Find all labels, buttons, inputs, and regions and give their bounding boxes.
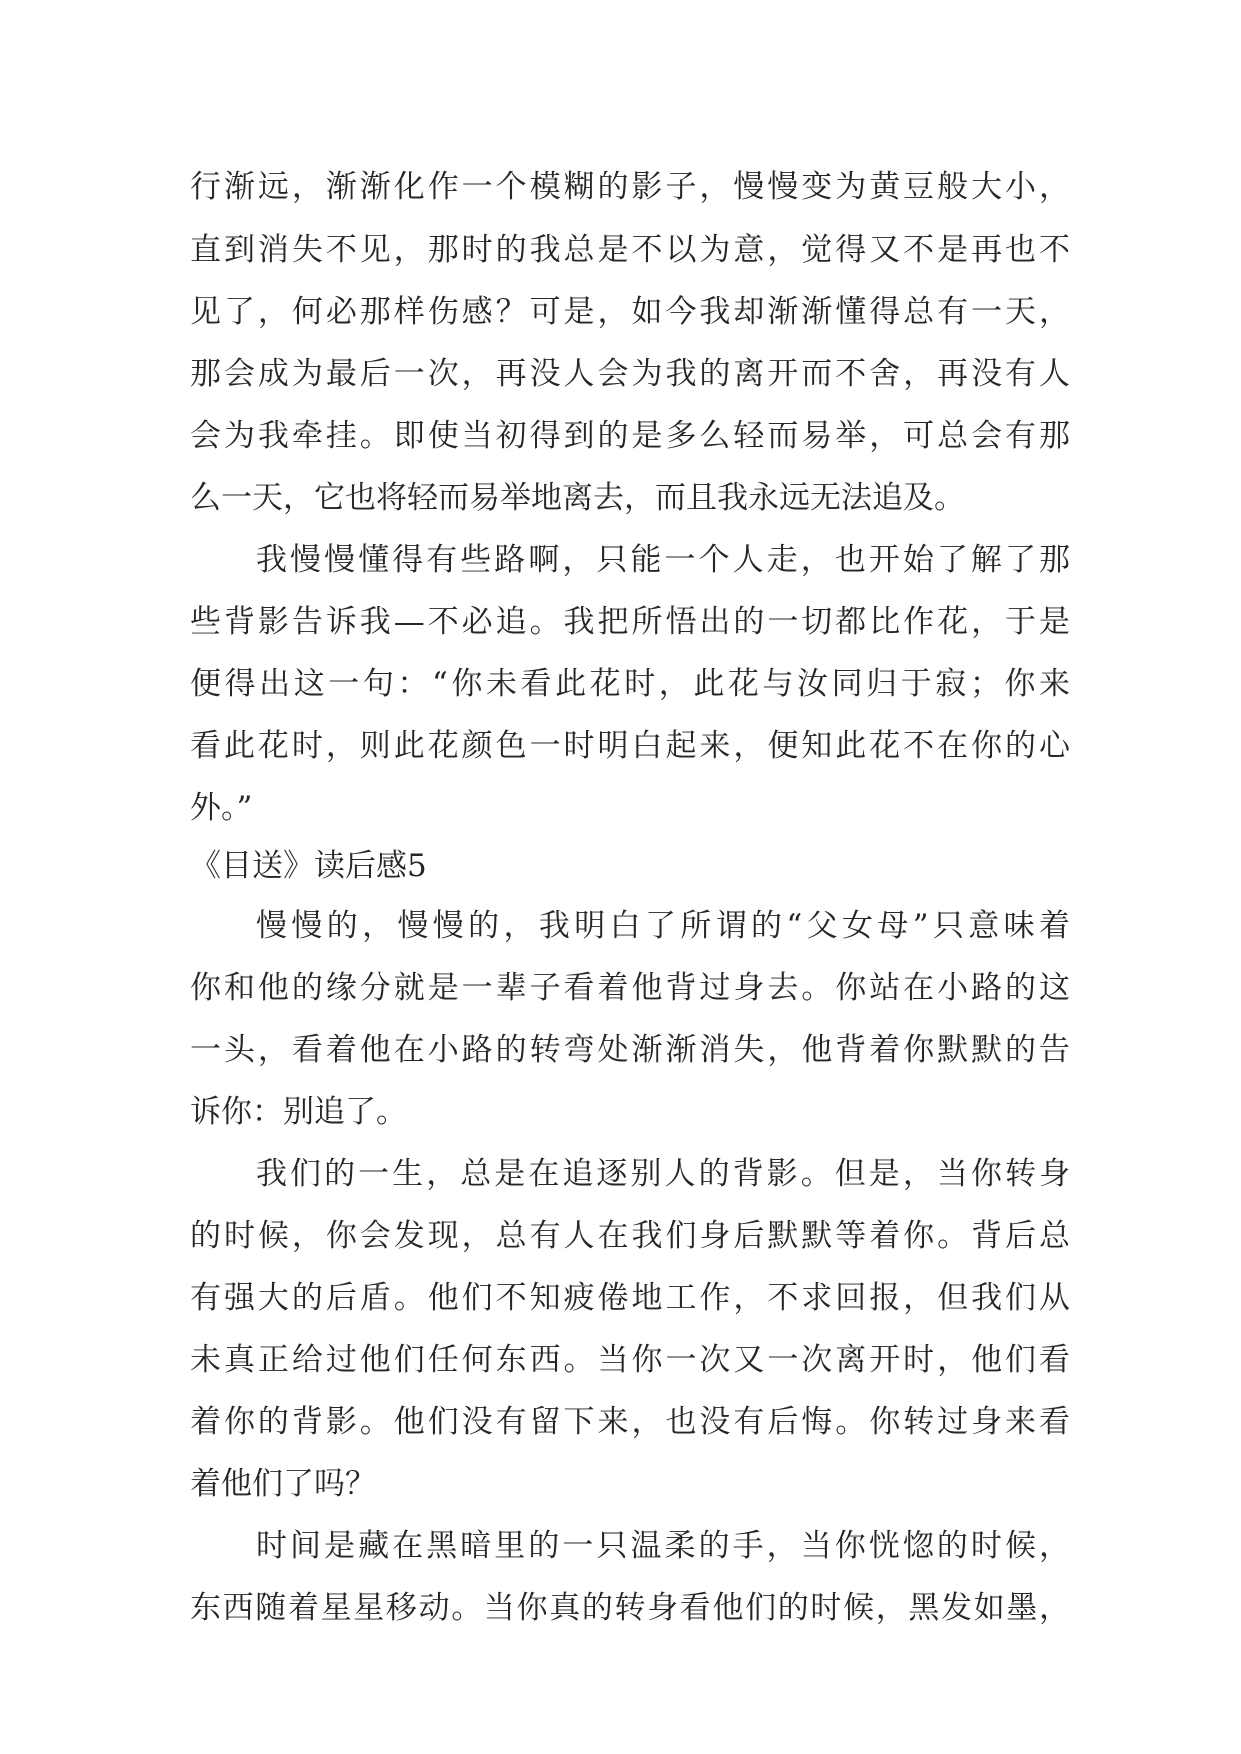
paragraph-4-line-5: 着你的背影。他们没有留下来，也没有后悔。你转过身来看 [190, 1404, 1070, 1440]
paragraph-5-line-1: 时间是藏在黑暗里的一只温柔的手，当你恍惚的时候， [256, 1528, 1070, 1564]
paragraph-1-line-2: 直到消失不见，那时的我总是不以为意，觉得又不是再也不 [190, 232, 1070, 268]
paragraph-2-line-4: 看此花时，则此花颜色一时明白起来，便知此花不在你的心 [190, 728, 1070, 764]
paragraph-1-line-6: 么一天，它也将轻而易举地离去，而且我永远无法追及。 [190, 480, 965, 516]
paragraph-1-line-3: 见了，何必那样伤感？可是，如今我却渐渐懂得总有一天， [190, 294, 1070, 330]
paragraph-3-line-2: 你和他的缘分就是一辈子看着他背过身去。你站在小路的这 [190, 970, 1070, 1006]
paragraph-4-line-3: 有强大的后盾。他们不知疲倦地工作，不求回报，但我们从 [190, 1280, 1070, 1316]
section-heading: 《目送》读后感5 [190, 848, 427, 884]
paragraph-1-line-5: 会为我牵挂。即使当初得到的是多么轻而易举，可总会有那 [190, 418, 1070, 454]
paragraph-2-line-3: 便得出这一句：“你未看此花时，此花与汝同归于寂；你来 [190, 666, 1070, 702]
paragraph-4-line-6: 着他们了吗？ [190, 1466, 376, 1502]
paragraph-3-line-4: 诉你：别追了。 [190, 1094, 407, 1130]
paragraph-2-line-2: 些背影告诉我—不必追。我把所悟出的一切都比作花，于是 [190, 604, 1070, 640]
paragraph-1-line-1: 行渐远，渐渐化作一个模糊的影子，慢慢变为黄豆般大小， [190, 169, 1070, 205]
paragraph-3-line-1: 慢慢的，慢慢的，我明白了所谓的“父女母”只意味着 [256, 908, 1070, 944]
paragraph-4-line-2: 的时候，你会发现，总有人在我们身后默默等着你。背后总 [190, 1218, 1070, 1254]
paragraph-2-line-5: 外。” [190, 790, 253, 826]
paragraph-3-line-3: 一头，看着他在小路的转弯处渐渐消失，他背着你默默的告 [190, 1032, 1070, 1068]
paragraph-5-line-2: 东西随着星星移动。当你真的转身看他们的时候，黑发如墨， [190, 1590, 1070, 1626]
paragraph-4-line-1: 我们的一生，总是在追逐别人的背影。但是，当你转身 [256, 1156, 1070, 1192]
paragraph-1-line-4: 那会成为最后一次，再没人会为我的离开而不舍，再没有人 [190, 356, 1070, 392]
paragraph-4-line-4: 未真正给过他们任何东西。当你一次又一次离开时，他们看 [190, 1342, 1070, 1378]
paragraph-2-line-1: 我慢慢懂得有些路啊，只能一个人走，也开始了解了那 [256, 542, 1070, 578]
